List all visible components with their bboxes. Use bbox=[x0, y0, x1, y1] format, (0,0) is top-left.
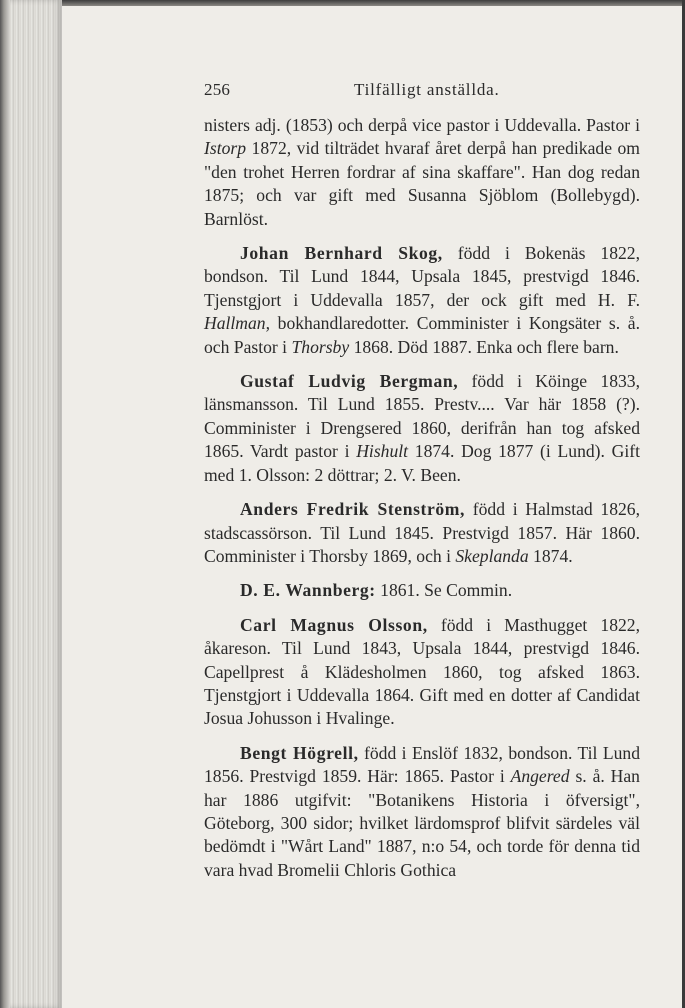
text-run: född i Bokenäs 1822, bondson. Til Lund 1844, Upsala 1845, prestvigd 1846. Tjenstgjort i Uddevalla 1857, der ock gift med H. F. bbox=[204, 243, 640, 310]
paragraph bbox=[204, 614, 640, 731]
person-name: Carl Magnus Olsson, bbox=[240, 614, 428, 635]
text-run: född i Enslöf 1832, bondson. Til Lund 1856. Prestvigd 1859. Här: 1865. Pastor i bbox=[204, 742, 640, 787]
text-run: 1874. Dog 1877 (i Lund). Gift med 1. Olsson: 2 döttrar; 2. V. Been. bbox=[204, 441, 641, 485]
book-page-edges bbox=[0, 0, 62, 1008]
paragraph bbox=[204, 114, 640, 231]
text-run: 1861. Se Commin. bbox=[375, 580, 513, 601]
paragraph bbox=[204, 498, 640, 568]
text-run: 1874. bbox=[528, 545, 573, 566]
text-run: bokhandlaredotter. Comminister i Kongsäter s. å. och Pastor i bbox=[204, 313, 640, 357]
text-run: 1872, vid tilträdet hvaraf året derpå han predikade om "den trohet Herren fordrar af sina skaffare". Han dog redan 1875; och var gift med Susanna Sjöblom (Bollebygd). Barnlöst. bbox=[204, 138, 640, 229]
text-run: född i Halmstad 1826, stadscassörson. Til Lund 1845. Prestvigd 1857. Här 1860. Comminister i Thorsby 1869, och i bbox=[204, 499, 640, 566]
paragraph bbox=[204, 742, 640, 882]
text-run: född i Köinge 1833, länsmansson. Til Lund 1855. Prestv.... Var här 1858 (?). Comminister i Drengsered 1860, derifrån han tog afsked 1865. Vardt pastor i bbox=[204, 371, 640, 462]
person-name: Johan Bernhard Skog, bbox=[240, 243, 443, 264]
text-run: s. å. Han har 1886 utgifvit: "Botanikens Historia i öfversigt", Göteborg, 300 sidor; hvilket lärdomsprof blifvit särdeles väl bedömdt i "Wårt Land" 1887, n:o 54, och torde för denna tid vara hvad Bromelii Chloris Gothica bbox=[204, 766, 640, 880]
person-name: D. E. Wannberg: bbox=[240, 580, 376, 601]
place-name: Skeplanda bbox=[455, 545, 529, 566]
text-run: född i Masthugget 1822, åkareson. Til Lund 1843, Upsala 1844, prestvigd 1846. Capellprest å Klädesholmen 1860, tog afsked 1863. Tjenstgjort i Uddevalla 1864. Gift med en dotter af Candidat Josua Johusson i Hvalinge. bbox=[204, 614, 641, 729]
person-name: Bengt Högrell, bbox=[240, 742, 359, 763]
body-text bbox=[204, 114, 640, 893]
paragraph bbox=[204, 242, 640, 359]
running-title: Tilfälligt anställda. bbox=[354, 80, 500, 99]
text-run: 1868. Död 1887. Enka och flere barn. bbox=[349, 336, 619, 357]
paragraph bbox=[204, 579, 640, 602]
person-name: Anders Fredrik Stenström, bbox=[240, 499, 466, 520]
person-name: Gustaf Ludvig Bergman, bbox=[240, 371, 459, 392]
place-name: Thorsby bbox=[291, 336, 350, 357]
place-name: Hishult bbox=[356, 441, 409, 462]
paragraph bbox=[204, 370, 640, 487]
place-name: Angered bbox=[510, 766, 570, 787]
place-name: Hallman, bbox=[204, 313, 270, 334]
text-run: nisters adj. (1853) och derpå vice pastor i Uddevalla. Pastor i bbox=[204, 115, 640, 135]
place-name: Istorp bbox=[204, 138, 247, 159]
page-number: 256 bbox=[204, 80, 231, 99]
